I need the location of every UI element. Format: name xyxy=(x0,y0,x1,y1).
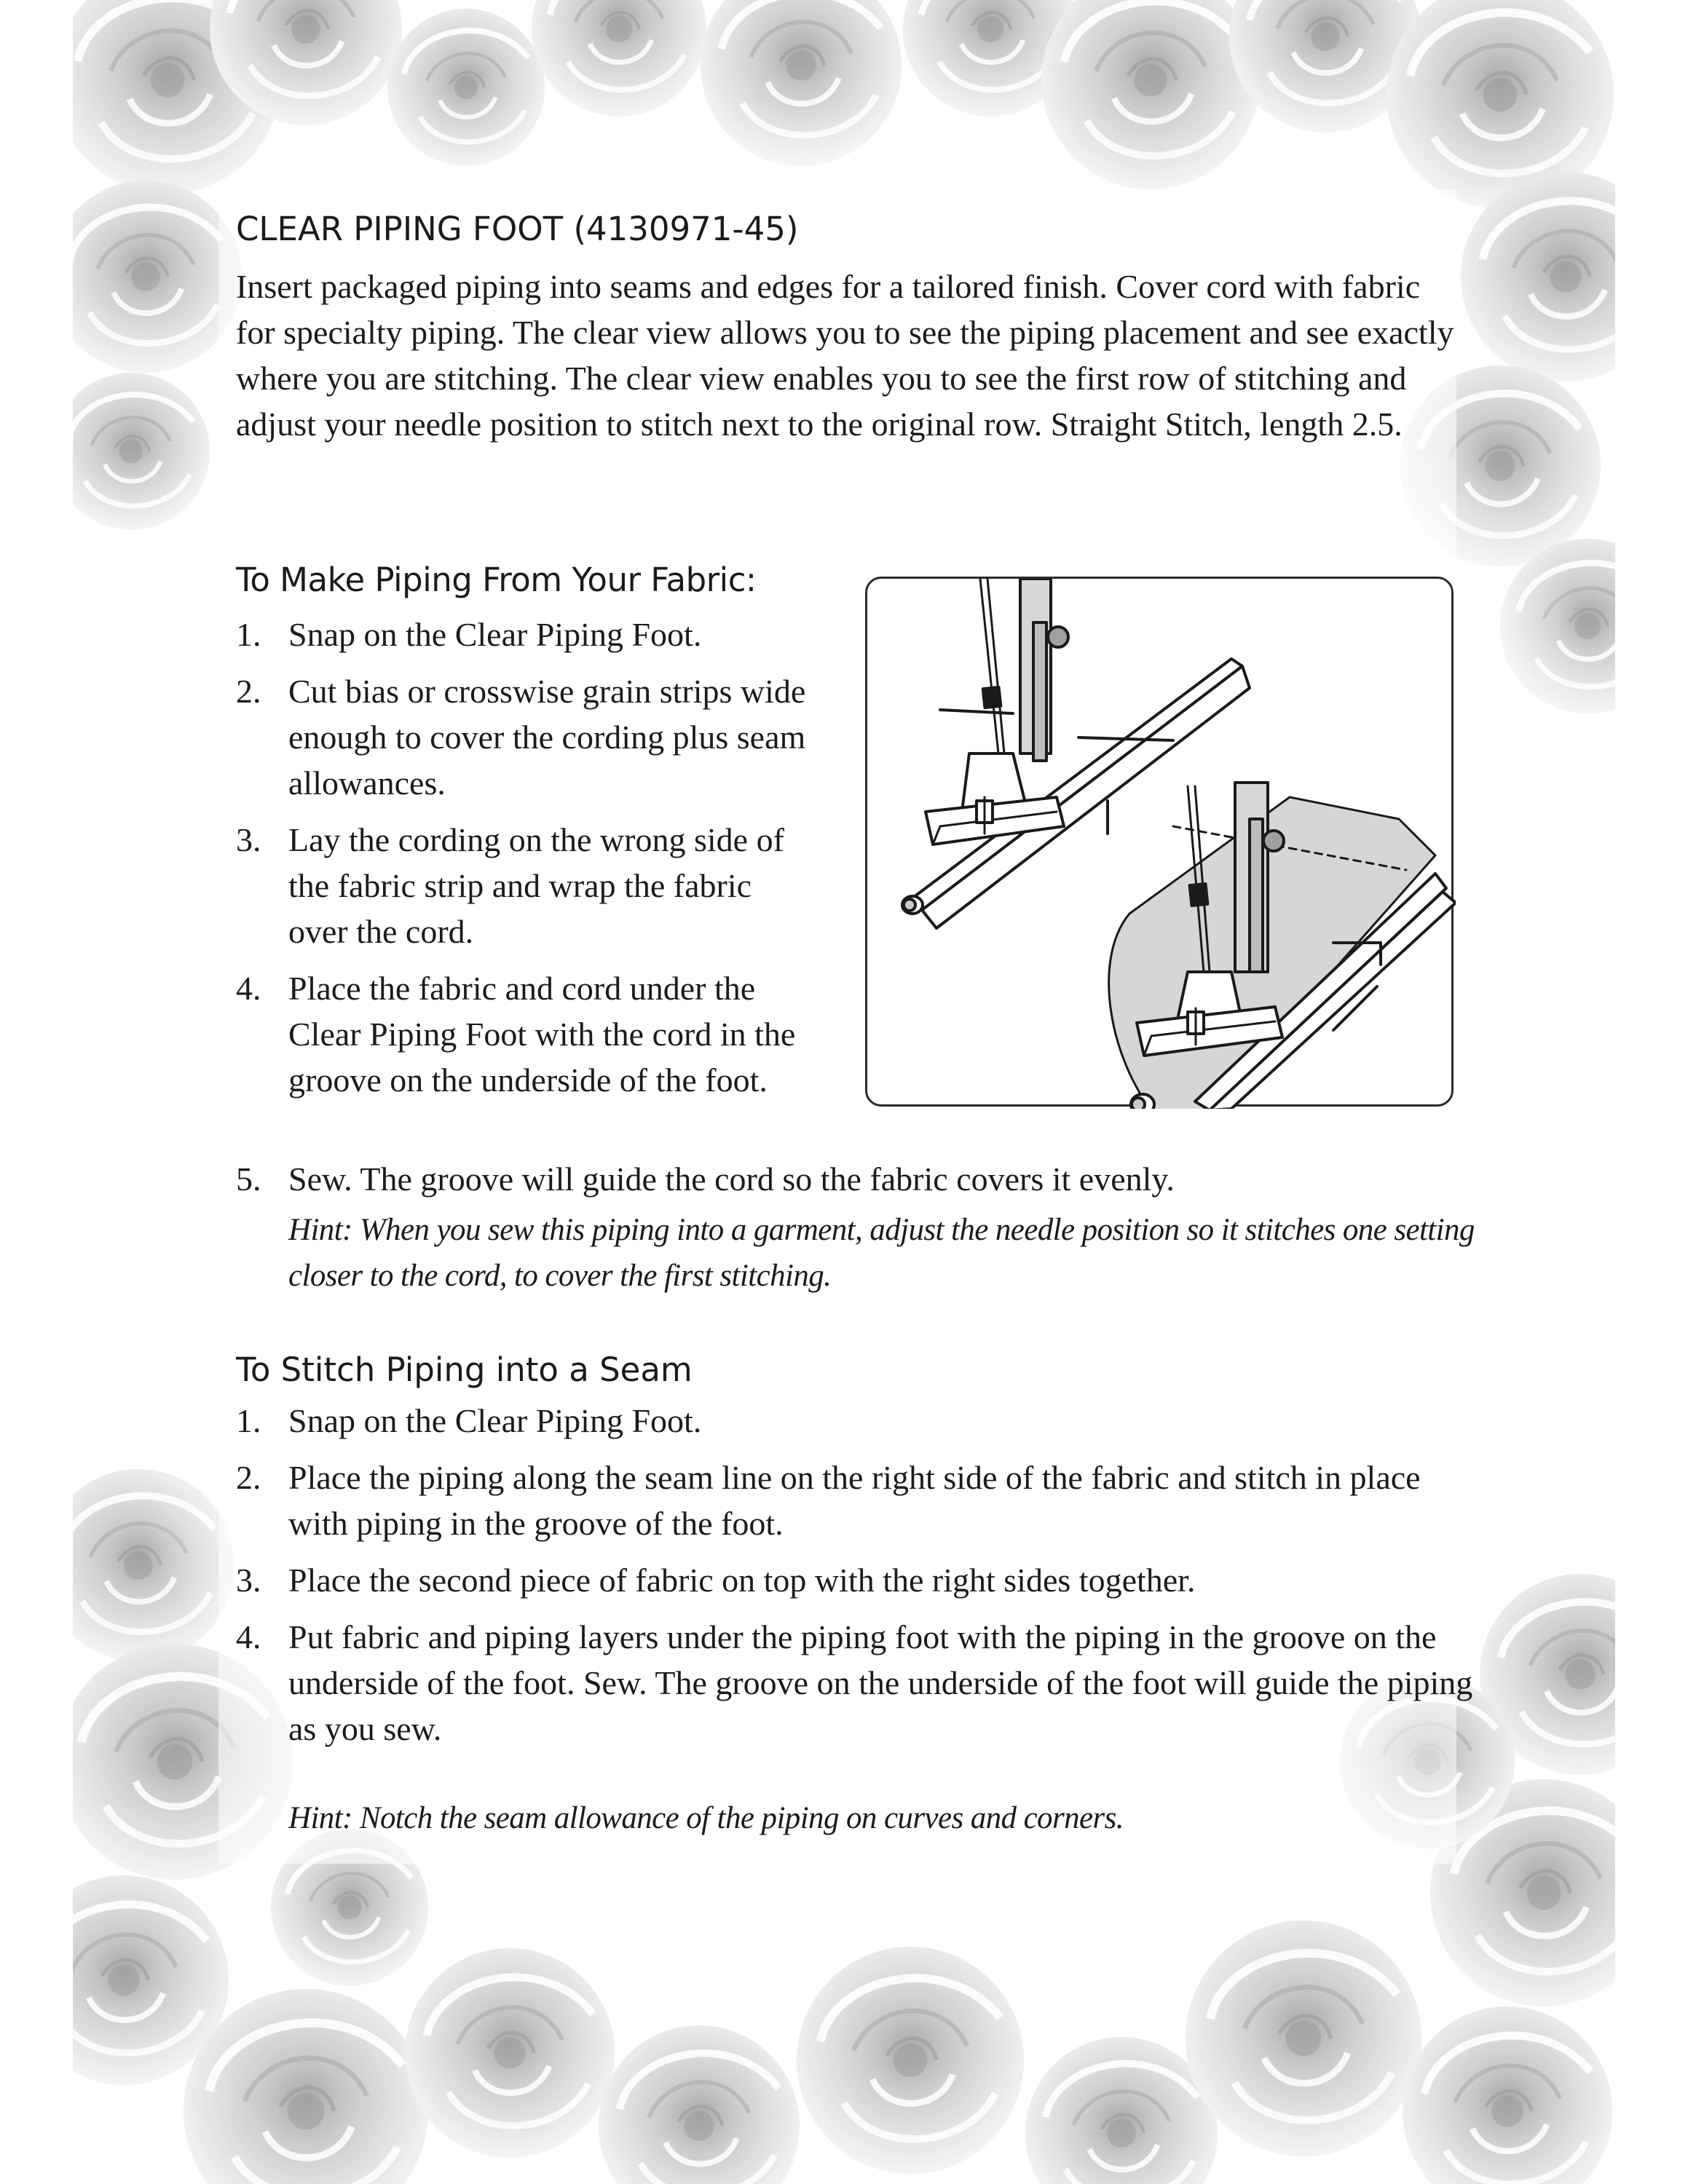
piping-foot-drawing xyxy=(867,579,1456,1109)
hint-stitch-piping: Hint: Notch the seam allowance of the piping on curves and corners. xyxy=(288,1801,1124,1835)
list-item xyxy=(236,965,819,1103)
page-title: CLEAR PIPING FOOT (4130971-45) xyxy=(236,210,799,248)
list-item xyxy=(236,612,819,657)
piping-foot-illustration xyxy=(865,577,1454,1107)
step-text: Snap on the Clear Piping Foot. xyxy=(288,1402,702,1439)
page-margin-left xyxy=(0,0,73,2184)
step-number: 1. xyxy=(236,616,261,653)
list-item xyxy=(236,817,819,954)
page-margin-right xyxy=(1615,0,1688,2184)
step-text: Place the piping along the seam line on the right side of the fabric and stitch in place with piping in the groove of the foot. xyxy=(288,1459,1421,1542)
step-number: 2. xyxy=(236,673,261,710)
step-number: 3. xyxy=(236,821,261,858)
list-item xyxy=(236,1614,1474,1752)
step-text: Cut bias or crosswise grain strips wide enough to cover the cording plus seam allowances. xyxy=(288,673,806,802)
hint-make-piping: Hint: When you sew this piping into a garment, adjust the needle position so it stitches one setting closer to the cord, to cover the first stitching. xyxy=(288,1213,1475,1293)
step-number: 4. xyxy=(236,970,261,1007)
section-stitch-piping-title: To Stitch Piping into a Seam xyxy=(236,1350,693,1389)
step-number: 4. xyxy=(236,1618,261,1655)
step-text: Sew. The groove will guide the cord so the fabric covers it evenly. xyxy=(288,1160,1175,1198)
list-item xyxy=(236,1398,1474,1444)
section-make-piping-title: To Make Piping From Your Fabric: xyxy=(236,561,757,599)
list-item xyxy=(236,1156,1488,1202)
step-text: Lay the cording on the wrong side of the fabric strip and wrap the fabric over the cord. xyxy=(288,821,784,950)
step-number: 3. xyxy=(236,1562,261,1599)
step-number: 1. xyxy=(236,1402,261,1439)
step-text: Place the fabric and cord under the Clear Piping Foot with the cord in the groove on the underside of the foot. xyxy=(288,970,796,1099)
step-number: 2. xyxy=(236,1459,261,1496)
make-piping-steps xyxy=(236,612,819,1114)
step-number: 5. xyxy=(236,1160,261,1198)
make-piping-steps-continued xyxy=(236,1156,1488,1213)
list-item xyxy=(236,1455,1474,1546)
list-item xyxy=(236,668,819,806)
step-text: Place the second piece of fabric on top with the right sides together. xyxy=(288,1562,1196,1599)
step-text: Put fabric and piping layers under the piping foot with the piping in the groove on the underside of the foot. Sew. The groove on the underside of the foot will guide the piping as you sew. xyxy=(288,1618,1473,1747)
stitch-piping-steps xyxy=(236,1398,1474,1762)
intro-paragraph: Insert packaged piping into seams and edges for a tailored finish. Cover cord with fabric for specialty piping. The clear view allows you to see the piping placement and see exactly where you are stitching. The clear view enables you to see the first row of stitching and adjust your needle position to stitch next to the original row. Straight Stitch, length 2.5. xyxy=(236,268,1454,443)
list-item xyxy=(236,1557,1474,1603)
step-text: Snap on the Clear Piping Foot. xyxy=(288,616,702,653)
